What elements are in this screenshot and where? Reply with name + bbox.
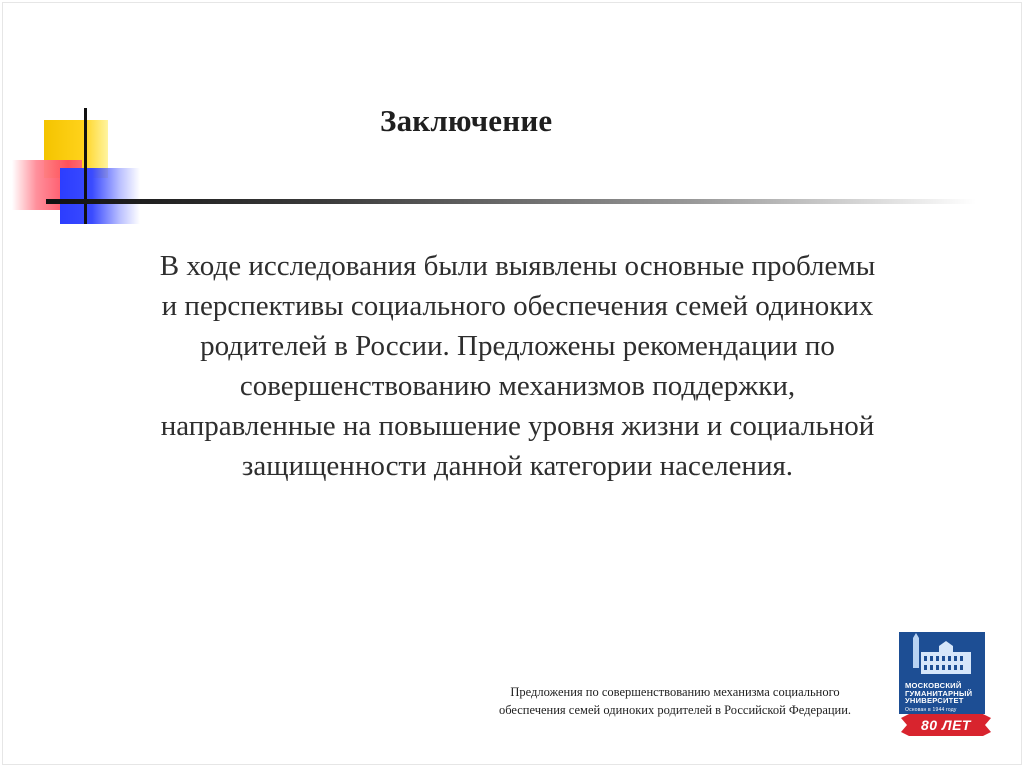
conclusion-line: В ходе исследования были выявлены основные проблемы (159, 250, 876, 282)
logo-text (905, 682, 981, 714)
logo-tagline: Основан в 1944 году (905, 706, 957, 713)
footer-line: Предложения по совершенствованию механизма социального (510, 685, 840, 699)
conclusion-line: родителей в России. Предложены рекомендации по (200, 330, 835, 362)
conclusion-line: направленные на повышение уровня жизни и социальной (160, 410, 875, 442)
logo-card (899, 632, 985, 714)
title-underline (46, 199, 976, 204)
anniversary-ribbon (901, 714, 991, 736)
footer-line: обеспечения семей одиноких родителей в Российской Федерации. (498, 703, 852, 717)
conclusion-line: и перспективы социального обеспечения семей одиноких (161, 290, 874, 322)
decor-vertical-line (84, 108, 87, 224)
slide-title: Заключение (380, 103, 553, 138)
decor-blue-square (60, 168, 140, 224)
conclusion-line: защищенности данной категории населения. (241, 450, 794, 482)
footer-caption (455, 683, 895, 719)
logo-line: УНИВЕРСИТЕТ (905, 696, 964, 706)
anniversary-label: 80 ЛЕТ (921, 717, 971, 733)
university-logo (899, 632, 991, 738)
conclusion-text (70, 246, 965, 486)
conclusion-line: совершенствованию механизмов поддержки, (239, 370, 796, 402)
logo-line: ГУМАНИТАРНЫЙ (905, 688, 973, 698)
building-icon (899, 632, 985, 682)
logo-line: МОСКОВСКИЙ (905, 681, 962, 690)
